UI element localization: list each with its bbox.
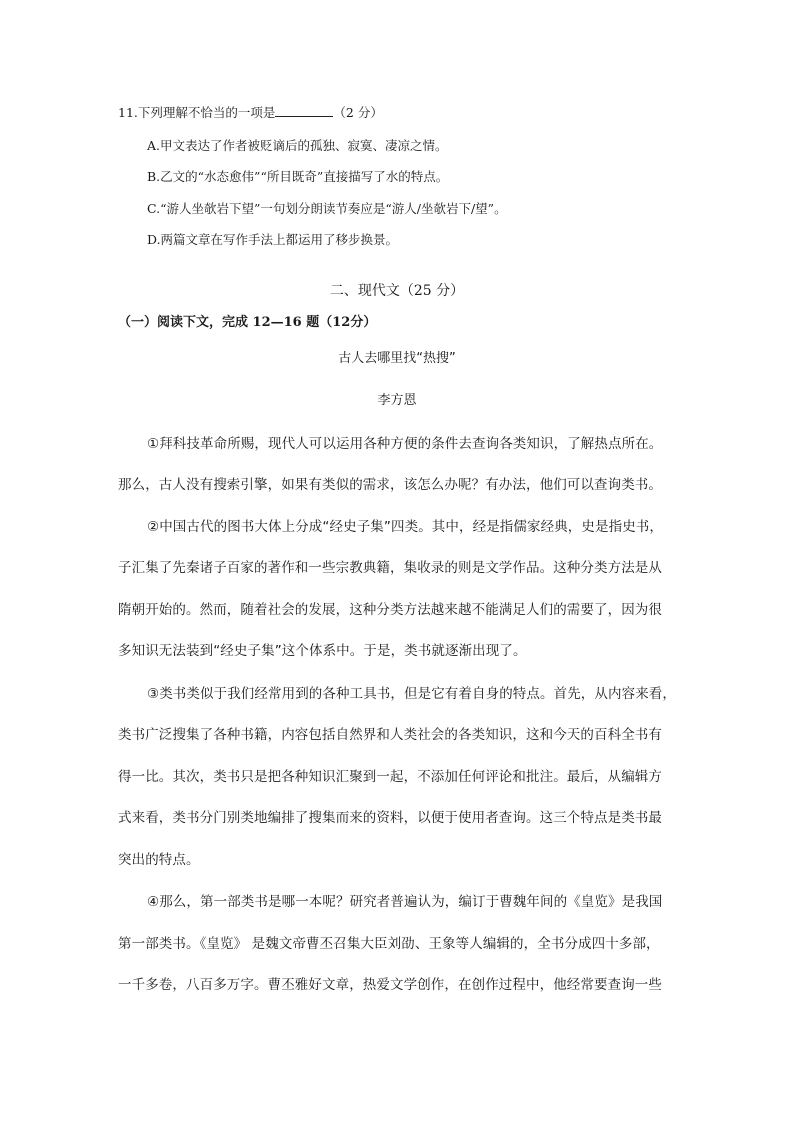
paragraph-line: 得一比。其次，类书只是把各种知识汇聚到一起，不添加任何评论和批注。最后，从编辑方 xyxy=(118,769,662,785)
option-c: C.“游人坐欹岩下望”一句划分朗读节奏应是“游人/坐欹岩下/望”。 xyxy=(147,201,507,216)
paragraph-line: 隋朝开始的。然而，随着社会的发展，这种分类方法越来越不能满足人们的需要了，因为很 xyxy=(118,602,662,618)
question-11-score: （2 分） xyxy=(333,105,383,120)
option-a: A.甲文表达了作者被贬谪后的孤独、寂寞、凄凉之情。 xyxy=(147,138,448,153)
article-author: 李方恩 xyxy=(377,393,417,408)
paragraph-line: 式来看，类书分门别类地编排了搜集而来的资料，以便于使用者查询。这三个特点是类书最 xyxy=(118,810,662,826)
paragraph-line: 突出的特点。 xyxy=(118,852,200,868)
answer-blank[interactable] xyxy=(275,105,333,117)
article-title: 古人去哪里找“热搜” xyxy=(338,351,456,366)
sub-heading: （一）阅读下文，完成 12—16 题（12分） xyxy=(118,315,377,330)
paragraph-line: 第一部类书。《皇览》 是魏文帝曹丕召集大臣刘劭、王象等人编辑的，全书分成四十多部， xyxy=(118,936,660,952)
section-heading: 二、现代文（25 分） xyxy=(329,283,465,299)
paragraph-line: 类书广泛搜集了各种书籍，内容包括自然界和人类社会的各类知识，这和今天的百科全书有 xyxy=(118,727,662,743)
paragraph-line: 多知识无法装到“经史子集”这个体系中。于是，类书就逐渐出现了。 xyxy=(118,643,527,659)
paragraph-line: ④那么，第一部类书是哪一本呢？研究者普遍认为，编订于曹魏年间的《皇览》是我国 xyxy=(147,894,663,910)
paragraph-line: 子汇集了先秦诸子百家的著作和一些宗教典籍，集收录的则是文学作品。这种分类方法是从 xyxy=(118,560,662,576)
paragraph-line: ③类书类似于我们经常用到的各种工具书，但是它有着自身的特点。首先，从内容来看， xyxy=(147,686,677,702)
question-11-prompt: 11.下列理解不恰当的一项是 xyxy=(118,105,276,120)
paragraph-line: 那么，古人没有搜索引擎，如果有类似的需求，该怎么办呢？有办法，他们可以查询类书。 xyxy=(118,477,662,493)
option-d: D.两篇文章在写作手法上都运用了移步换景。 xyxy=(147,232,399,247)
option-b: B.乙文的“水态愈伟”“所目既奇”直接描写了水的特点。 xyxy=(147,169,449,184)
paragraph-line: 一千多卷，八百多万字。曹丕雅好文章，热爱文学创作，在创作过程中，他经常要查询一些 xyxy=(118,977,662,993)
paragraph-line: ②中国古代的图书大体上分成“经史子集”四类。其中，经是指儒家经典，史是指史书， xyxy=(147,519,663,535)
question-11-title xyxy=(118,103,383,121)
paragraph-line: ①拜科技革命所赐，现代人可以运用各种方便的条件去查询各类知识，了解热点所在。 xyxy=(147,436,663,452)
